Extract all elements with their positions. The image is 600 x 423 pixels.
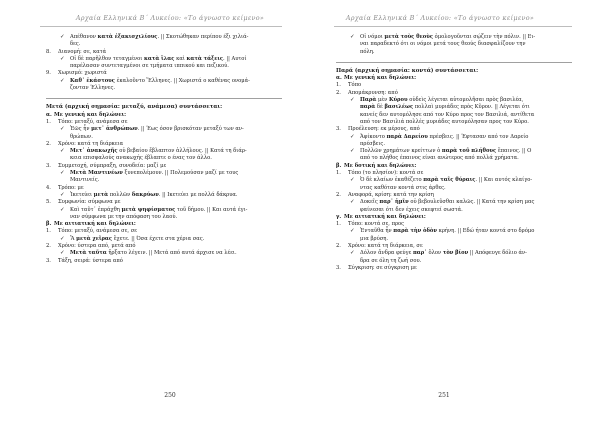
checkmark-icon: ✓	[350, 34, 355, 40]
case-heading	[46, 112, 282, 119]
example-text: ντας καθόταν κοντά στις άρθες.	[360, 184, 446, 191]
header-rule	[40, 26, 282, 27]
example-continuation	[336, 49, 572, 56]
case-label: Με αιτιατική και δηλώνει:	[344, 213, 426, 220]
example-text: Οἱ νόμοι μετὰ τοὺς θεοὺς ὁμολογοῦνται σῴζειν τὴν πόλιν. || Ει-	[360, 34, 536, 40]
example-text: δρα σε όλη τη ζωή σου.	[360, 257, 422, 264]
item-text: Τόπο: κοντά σε, προς	[348, 221, 405, 228]
example-text: πόλη.	[360, 48, 375, 55]
checkmark-icon: ✓	[60, 250, 65, 257]
running-header: Αρχαία Ελληνικά Β΄ Λυκείου: «Το άγνωστο κείμενο»	[345, 14, 535, 22]
meaning-item	[336, 126, 572, 133]
example-text: Ἐνταῦθα ἦν παρὰ τὴν ὁδὸν κρήνη. || Εδώ ήταν κοντά στο δρόμο	[360, 228, 535, 235]
item-number: 2.	[336, 191, 341, 198]
case-heading	[336, 75, 572, 82]
item-number: 2.	[46, 140, 51, 147]
item-number: 1.	[46, 228, 51, 235]
checkmark-icon: ✓	[350, 228, 355, 235]
example-text: Ἂ μετὰ χεῖρας ἔχετε. || Όσα έχετε στα χέρια σας.	[70, 235, 205, 242]
example-continuation	[336, 41, 572, 48]
item-number: 2.	[46, 243, 51, 250]
item-number: 5.	[46, 199, 51, 206]
item-text: Σύγκριση: σε σύγκριση με	[348, 264, 417, 271]
item-text: Τόπο: μεταξύ, ανάμεσα σε	[58, 118, 128, 125]
checkmark-icon: ✓	[60, 126, 65, 133]
item-text: Προέλευση: εκ μέρους, από	[348, 126, 420, 133]
section-title: Μετά (αρχική σημασία: μεταξύ, ανάμεσα) συντάσσεται:	[46, 98, 282, 111]
top-list	[46, 34, 282, 92]
item-number: 3.	[46, 257, 51, 264]
example-continuation	[336, 104, 572, 111]
example-text: Καὶ ταῦτ᾽ ἐπράχθη μετὰ ψηφίσματος τοῦ δήμου. || Και αυτά έγι-	[70, 206, 248, 213]
item-number: 8.	[46, 48, 51, 55]
item-text: Απομάκρυνση: από	[348, 89, 398, 96]
item-text: Χρόνο: ύστερα από, μετά από	[58, 243, 136, 250]
section-list	[46, 112, 282, 265]
example-text: παρὰ δὲ βασιλέως πολλαὶ μυριάδες πρὸς Κῦρον. || Λέγεται ότι	[360, 104, 530, 111]
case-marker: α.	[336, 75, 342, 82]
example-text: από τον Βασιλιά πολλές μυριάδες αυτομόλησαν προς τον Κύρο.	[360, 118, 529, 125]
example-continuation	[46, 41, 282, 48]
example-text: θρώπων.	[70, 133, 93, 140]
case-marker: β.	[336, 162, 342, 169]
meaning-item	[336, 82, 572, 89]
example-continuation	[336, 236, 572, 243]
example-text: Πολλῶν χρημάτων κρείττων ὁ παρὰ τοῦ πλήθους ἔπαινος. || Ο	[360, 148, 532, 155]
example-text: Ἀφίκοντο παρὰ Δαρείου πρέσβεις. || Έφτασαν από τον Δαρείο	[360, 133, 529, 140]
example-item	[336, 228, 572, 235]
example-text: Παρὰ μὲν Κύρου οὐδεὶς λέγεται αὐτομολῆσαι πρὸς βασιλέα,	[360, 97, 524, 104]
checkmark-icon: ✓	[60, 148, 65, 155]
item-number: 1.	[46, 118, 51, 125]
item-number: 2.	[336, 243, 341, 250]
checkmark-icon: ✓	[350, 148, 355, 155]
example-text: πρέσβεις.	[360, 140, 385, 147]
example-continuation	[46, 177, 282, 184]
checkmark-icon: ✓	[350, 250, 355, 257]
case-marker: β.	[46, 221, 52, 228]
checkmark-icon: ✓	[350, 177, 355, 184]
example-text: Δόλον ἄνδρα φεύγε παρ᾽ ὅλον τὸν βίον || Απόφευγε δόλιο άν-	[360, 250, 527, 257]
meaning-item	[46, 49, 282, 56]
item-number: 3.	[46, 162, 51, 169]
case-label: Με γενική και δηλώνει:	[344, 75, 417, 82]
example-item	[46, 207, 282, 214]
example-item	[46, 250, 282, 257]
section-list	[336, 75, 572, 272]
checkmark-icon: ✓	[60, 34, 65, 40]
checkmark-icon: ✓	[60, 55, 65, 62]
meaning-item	[46, 185, 282, 192]
example-text: Απέθανον κατὰ ἑξακισχιλίους. || Σκοτώθηκαν περίπου έξι χιλιά-	[70, 34, 249, 40]
checkmark-icon: ✓	[60, 235, 65, 242]
example-text: παρέλασαν συντεταγμένοι σε τμήματα ιππικού και πεζικού.	[70, 63, 229, 70]
case-marker: α.	[46, 111, 52, 118]
item-text: Τόπο	[348, 82, 362, 89]
item-text: Χωρισμό: χωριστά	[58, 70, 107, 77]
example-text: φαίνεσαι ότι δεν έχεις σκεφτεί σωστά.	[360, 206, 463, 213]
example-item	[336, 134, 572, 141]
top-list	[336, 34, 572, 56]
header-rule	[334, 26, 572, 27]
page-number: 251	[438, 392, 450, 399]
meaning-item	[46, 258, 282, 265]
example-text: Ἱκετεύει μετὰ πολλῶν δακρύων. || Ικετεύει με πολλά δάκρυα.	[70, 191, 238, 198]
item-number: 3.	[336, 126, 341, 133]
item-number: 2.	[336, 89, 341, 96]
section-title: Παρά (αρχική σημασία: κοντά) συντάσσεται:	[336, 62, 572, 75]
case-heading	[336, 163, 572, 170]
example-continuation	[336, 258, 572, 265]
meaning-item	[46, 163, 282, 170]
checkmark-icon: ✓	[350, 97, 355, 104]
example-continuation	[46, 155, 282, 162]
example-continuation	[336, 207, 572, 214]
example-text: από το πλήθος έπαινος είναι ανώτερος από πολλά χρήματα.	[360, 155, 519, 162]
right-page	[300, 0, 600, 423]
item-text: Διανομή: σε, κατά	[58, 48, 107, 55]
item-number: 1.	[336, 82, 341, 89]
item-text: Τόπο (το πλησίον): κοντά σε	[348, 170, 424, 177]
example-text: Μαντινείς.	[70, 177, 100, 184]
example-text: Οἱ δὲ παρῆλθον τεταγμένοι κατὰ ἴλας καὶ κατὰ τάξεις. || Αυτοί	[70, 55, 247, 62]
page-number: 250	[164, 392, 176, 399]
item-number: 1.	[336, 170, 341, 177]
checkmark-icon: ✓	[60, 191, 65, 198]
example-text: ναν σύμφωνα με την απόφαση του λαού.	[70, 213, 178, 220]
case-label: Με αιτιατική και δηλώνει:	[54, 221, 136, 228]
meaning-item	[46, 228, 282, 235]
example-text: Ὁ δὲ κλαίων ἐκαθέζετο παρὰ ταῖς θύραις. || Και αυτός κλαίγο-	[360, 177, 533, 184]
checkmark-icon: ✓	[350, 199, 355, 206]
example-continuation	[336, 185, 572, 192]
item-text: Τάξη, σειρά: ύστερα από	[58, 257, 123, 264]
case-label: Με δοτική και δηλώνει:	[344, 162, 417, 169]
item-text: Συμφωνία: σύμφωνα με	[58, 199, 121, 206]
example-item	[46, 126, 282, 133]
running-header: Αρχαία Ελληνικά Β΄ Λυκείου: «Το άγνωστο κείμενο»	[75, 14, 265, 22]
example-text: δες.	[70, 41, 81, 48]
example-text: Μετὰ ταῦτα ἤρξατο λέγειν. || Μετά από αυτά άρχισε να λέει.	[70, 250, 237, 257]
example-continuation	[46, 85, 282, 92]
example-text: κεια επισφαλούς ανακωχής έβλαπτε ο ένας τον άλλο.	[70, 155, 212, 162]
example-text: ζονταν Έλληνες.	[70, 85, 116, 92]
example-continuation	[336, 112, 572, 119]
checkmark-icon: ✓	[60, 170, 65, 177]
example-text: Μετὰ Μαντινέων ξυνεπολέμουν. || Πολεμούσαν μαζί με τους	[70, 170, 239, 177]
example-continuation	[46, 134, 282, 141]
example-text: Καθ᾽ ἑκάστους ἐκαλοῦντο Ἕλληνες. || Χωριστά ο καθένας ονομά-	[70, 77, 250, 84]
example-continuation	[336, 155, 572, 162]
example-text: ναι παραδεκτό ότι οι νόμοι μετά τους θεούς διασφαλίζουν την	[360, 41, 526, 48]
example-item	[336, 250, 572, 257]
item-text: Χρόνο: κατά τη διάρκεια	[58, 140, 124, 147]
page-body	[336, 34, 572, 272]
meaning-item	[336, 90, 572, 97]
item-text: Τρόπο: με	[58, 184, 84, 191]
meaning-item	[46, 70, 282, 77]
item-text: Αναφορά, κρίση: κατά την κρίση	[348, 191, 434, 198]
item-number: 9.	[46, 70, 51, 77]
example-text: Ἐῶς ἦν μετ᾽ ἀνθρώπων. || Έως όσον βρισκόταν μεταξύ των αν-	[70, 126, 244, 133]
checkmark-icon: ✓	[60, 77, 65, 84]
example-item	[46, 34, 282, 41]
example-item	[336, 199, 572, 206]
item-text: Συμμετοχή, σύμπραξη, συνοδεία: μαζί με	[58, 162, 167, 169]
example-text: κανείς δεν αυτομόλησε από τον Κύρο προς τον Βασιλιά, αντίθετα	[360, 111, 535, 118]
case-label: Με γενική και δηλώνει:	[54, 111, 127, 118]
checkmark-icon: ✓	[60, 206, 65, 213]
item-number: 4.	[46, 184, 51, 191]
case-marker: γ.	[336, 213, 342, 220]
item-number: 3.	[336, 264, 341, 271]
example-item	[46, 78, 282, 85]
example-text: Μετ᾽ ἀνακωχῆς οὐ βεβαίου ἔβλαπτον ἀλλήλους. || Κατά τη διάρ-	[70, 148, 247, 155]
example-item	[46, 236, 282, 243]
meaning-item	[46, 199, 282, 206]
example-text: μια βρύση.	[360, 235, 389, 242]
checkmark-icon: ✓	[350, 133, 355, 140]
meaning-item	[336, 265, 572, 272]
item-text: Χρόνο: κατά τη διάρκεια, σε	[348, 243, 423, 250]
item-text: Τόπο: μεταξύ, ανάμεσα σε, σε	[58, 228, 137, 235]
example-item	[336, 177, 572, 184]
example-text: Δοκεῖς παρ᾽ ἡμῖν οὐ βεβουλεῦσθαι καλῶς. || Κατά την κρίση μας	[360, 199, 535, 206]
page-body	[46, 34, 282, 265]
item-number: 1.	[336, 221, 341, 228]
